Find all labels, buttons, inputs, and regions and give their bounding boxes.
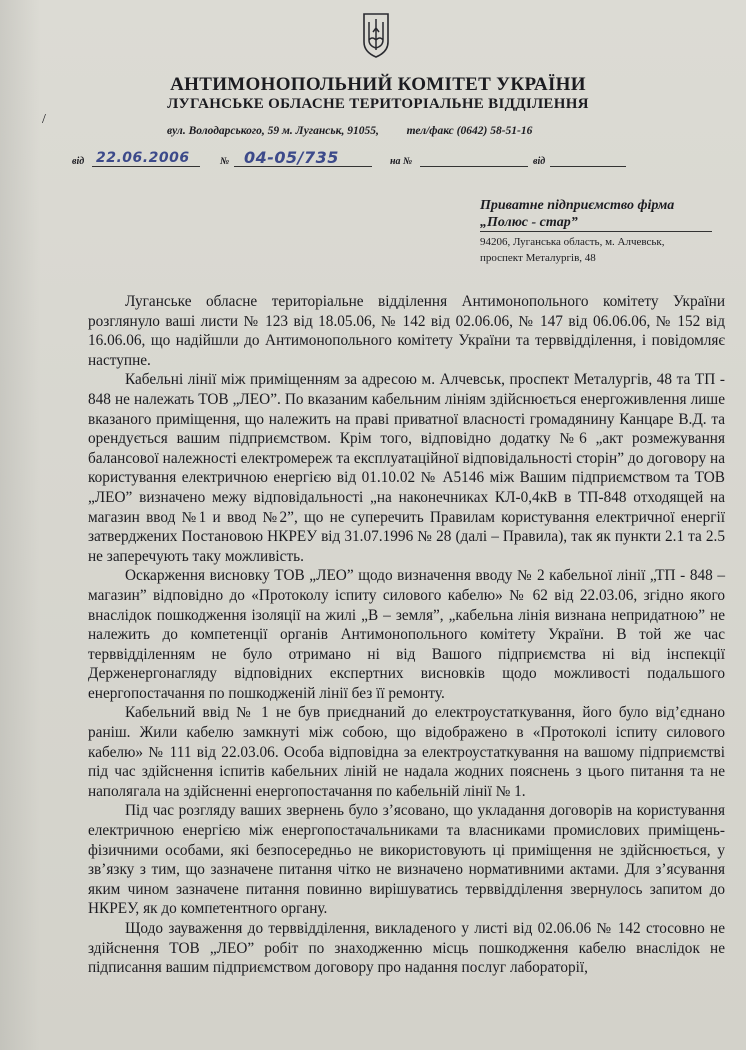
- recipient-address-2: проспект Металургів, 48: [480, 252, 596, 264]
- stray-mark: /: [42, 112, 46, 127]
- paragraph: Кабельні лінії між приміщенням за адресою м. Алчевськ, проспект Металургів, 48 та ТП - 848 не належать ТОВ „ЛЕО”. По вказаним кабельним лініям здійснюється енергоживлення лише вказаного приміщення, що належить на праві приватної власності громадянину Канцаре В.Д. та орендується вашим підприємством. Крім того, відповідно додатку №6 „акт розмежування балансової належності електромереж та експлуатаційної відповідальності сторін” до договору на користування електричною енергією від 01.10.02 № А5146 між Вашим підприємством та ТОВ „ЛЕО” визначено межу відповідальності „на наконечниках КЛ-0,4кВ в ТП-848 отходящей на магазин ввод №1 и ввод №2”, що не суперечить Правилам користування електричної енергії затверджених Постановою НКРЕУ від 31.07.1996 № 28 (далі – Правила), так як пункти 2.1 та 2.5 не заперечують таку можливість.: [88, 371, 725, 565]
- ref-label: на №: [390, 156, 413, 167]
- paragraph: Луганське обласне територіальне відділення Антимонопольного комітету України розглянуло ваші листи № 123 від 18.05.06, № 142 від 02.06.06, № 147 від 06.06.06, № 152 від 16.06.06, що надійшли до Антимонопольного комітету України та терввідділення, і повідомляє наступне.: [88, 293, 725, 369]
- paragraph: Оскарження висновку ТОВ „ЛЕО” щодо визначення вводу № 2 кабельної лінії „ТП - 848 – магазин” відповідно до «Протоколу іспиту силового кабелю» № 62 від 22.03.06, згідно якого внаслідок пошкодження ізоляції на жилі „В – земля”, „кабельна лінія визнана непридатною” не належить до компетенції органів Антимонопольного комітету України. В той же час терввідділенням не було отримано ні від Вашого підприємства ні від інспекції Держенергонагляду відповідних експертних висновків щодо можливості подальшого енергопостачання по пошкодженій лінії без її ремонту.: [88, 567, 725, 702]
- division-name: ЛУГАНСЬКЕ ОБЛАСНЕ ТЕРИТОРІАЛЬНЕ ВІДДІЛЕННЯ: [167, 96, 589, 112]
- number-handwritten: 04-05/735: [244, 148, 339, 167]
- recipient-block: [480, 197, 712, 266]
- date-handwritten: 22.06.2006: [96, 150, 190, 166]
- recipient-address-1: 94206, Луганська область, м. Алчевськ,: [480, 236, 665, 248]
- ref-underline: [420, 166, 528, 167]
- ref-date-label: від: [533, 156, 546, 167]
- org-address-line: [167, 125, 532, 137]
- recipient-name: Приватне підприємство фірма: [480, 198, 675, 213]
- trident-emblem-icon: [361, 12, 391, 58]
- ref-date-underline: [550, 166, 626, 167]
- number-label: №: [220, 156, 230, 167]
- org-name: АНТИМОНОПОЛЬНИЙ КОМІТЕТ УКРАЇНИ: [170, 74, 586, 95]
- paragraph: Щодо зауваження до терввідділення, викладеного у листі від 02.06.06 № 142 стосовно не здійснення ТОВ „ЛЕО” робіт по знаходженню місць пошкодження кабелю внаслідок не підписання вашим підприємством договору про надання послуг лабораторії,: [88, 920, 725, 977]
- letter-body: [88, 292, 725, 978]
- paragraph: Кабельний ввід № 1 не був приєднаний до електроустаткування, його було від’єднано раніш. Жили кабелю замкнуті між собою, що відображено в «Протоколі іспиту силового кабелю» № 111 від 22.03.06. Особа відповідна за електроустаткування на вашому підприємстві під час здійснення іспитів кабельних ліній не надала жодних пояснень з цього питання та не наполягала на здійсненні енергопостачання по кабельній лінії № 1.: [88, 704, 725, 800]
- date-label: від: [72, 156, 85, 167]
- org-address: вул. Володарського, 59 м. Луганськ, 91055,: [167, 125, 379, 137]
- org-phone: тел/факс (0642) 58-51-16: [406, 125, 533, 137]
- paragraph: Під час розгляду ваших звернень було з’ясовано, що укладання договорів на користування електричною енергією між енергопостачальниками та власниками промислових приміщень-фізичними особами, які безпосередньо не використовують ці приміщення не здійснюється, у зв’язку з тим, що зазначене питання чітко не визначено нормативними актами. Для з’ясування яким чином зазначене питання повинно вирішуватись терввідділення звернулось запитом до НКРЕУ, як до компетентного органу.: [88, 802, 725, 918]
- date-underline: [92, 166, 200, 167]
- registration-line: [0, 150, 746, 170]
- recipient-name-2: „Полюс - стар”: [480, 215, 712, 232]
